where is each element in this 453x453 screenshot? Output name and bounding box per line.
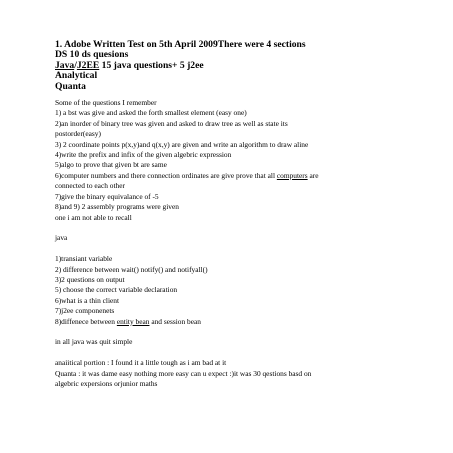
question-item: 2)an inorder of binary tree was given and asked to draw tree as well as state its — [55, 118, 288, 128]
question-text: are — [307, 170, 319, 180]
java-item: 1)transiant variable — [55, 254, 113, 264]
question-item: 3) 2 coordinate points p(x,y)and q(x,y) are given and write an algorithm to draw aline — [55, 139, 309, 149]
java-item: 7)j2ee componenets — [55, 306, 115, 316]
java-link[interactable]: Java — [55, 59, 75, 71]
java-summary: in all java was quit simple — [55, 337, 133, 347]
question-item: 4)write the prefix and infix of the given algebric expression — [55, 150, 232, 160]
section-java-j2ee — [55, 61, 447, 71]
entity-bean-link[interactable]: entity bean — [116, 316, 150, 326]
question-item: 5)algo to prove that given bt are same — [55, 160, 167, 170]
section-separator: / — [74, 59, 77, 71]
java-item: 5) choose the correct variable declaration — [55, 285, 178, 295]
question-item — [55, 171, 447, 181]
closing-line: algebric expersions orjunior maths — [55, 378, 158, 388]
computers-link[interactable]: computers — [276, 170, 308, 180]
question-item: 1) a bst was give and asked the forth smallest element (easy one) — [55, 108, 247, 118]
java-item — [55, 317, 447, 327]
question-item: postorder(easy) — [55, 129, 101, 139]
document-page — [55, 40, 447, 389]
section-analytical: Analytical — [55, 70, 98, 82]
document-body — [55, 92, 447, 389]
section-ds: DS 10 ds quesions — [55, 49, 129, 61]
intro-text: Some of the questions I remember — [55, 98, 157, 108]
question-text: 6)computer numbers and there connection ordinates are give prove that all — [55, 170, 277, 180]
document-title: 1. Adobe Written Test on 5th April 2009There were 4 sections — [55, 39, 306, 50]
question-item: connected to each other — [55, 181, 125, 191]
section-java-detail: 15 java questions+ 5 j2ee — [99, 59, 204, 71]
closing-line: Quanta : it was dame easy nothing more easy can u expect :)it was 30 qestions basd on — [55, 368, 312, 378]
question-item: 8)and 9) 2 assembly programs were given — [55, 202, 179, 212]
java-heading: java — [55, 233, 68, 243]
section-quanta: Quanta — [55, 80, 86, 92]
question-item: one i am not able to recall — [55, 212, 132, 222]
java-item: 2) difference between wait() notify() and notifyall() — [55, 264, 208, 274]
java-item-text: 8)diffenece between — [55, 316, 117, 326]
closing-line: anaiitical portion : I found it a little tough as i am bad at it — [55, 358, 227, 368]
java-item: 6)what is a thin client — [55, 295, 120, 305]
document-heading — [55, 40, 447, 92]
java-item-text: and session bean — [149, 316, 201, 326]
j2ee-link[interactable]: J2EE — [76, 59, 100, 71]
question-item: 7)give the binary equivalance of -5 — [55, 191, 159, 201]
java-item: 3)2 questions on output — [55, 274, 125, 284]
